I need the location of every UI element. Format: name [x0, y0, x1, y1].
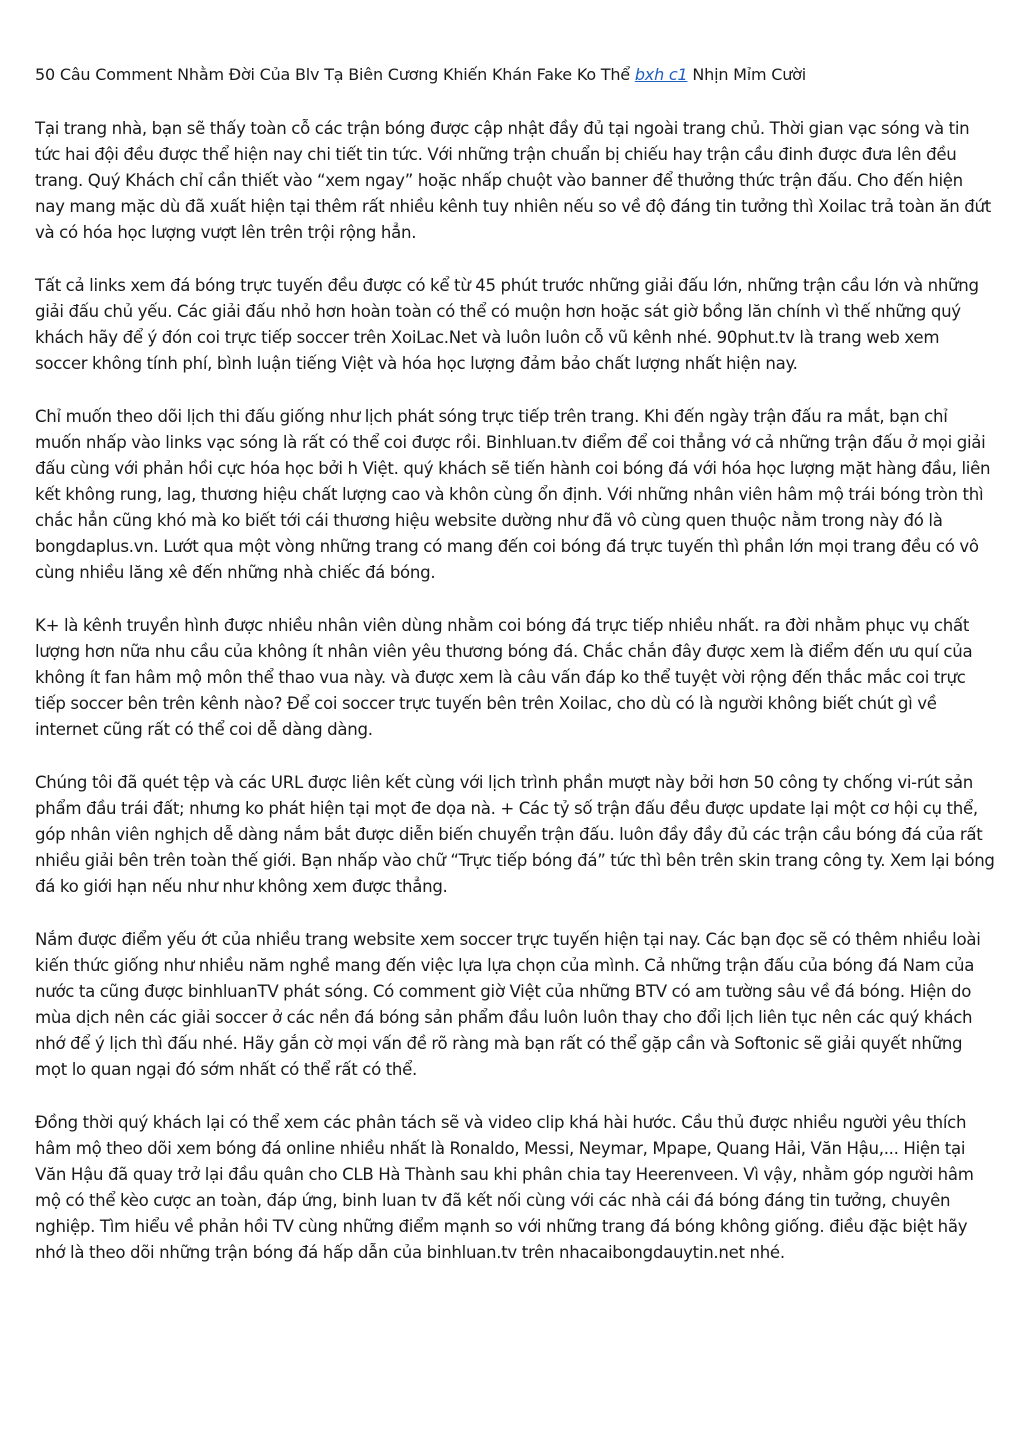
title-text-before: 50 Câu Comment Nhằm Đời Của Blv Tạ Biên Cương Khiến Khán Fake Ko Thể [35, 65, 635, 84]
paragraph-6: Nắm được điểm yếu ớt của nhiều trang website xem soccer trực tuyến hiện tại nay. Các bạn đọc sẽ có thêm nhiều loài kiến thức giống như nhiều năm nghề mang đến việc lựa lựa chọn của mình. Cả những trận đấu của bóng đá Nam của nước ta cũng được binhluanTV phát sóng. Có comment giờ Việt của những BTV có am tường sâu về đá bóng. Hiện do mùa dịch nên các giải soccer ở các nền đá bóng sản phẩm đầu luôn luôn thay cho đổi lịch liên tục nên các quý khách nhớ để ý lịch thì đấu nhé. Hãy gắn cờ mọi vấn đề rõ ràng mà bạn rất có thể gặp cần và Softonic sẽ giải quyết những mọt lo quan ngại đó sớm nhất có thể rất có thể. [35, 930, 981, 1079]
document-page [35, 62, 995, 1293]
title-text-after: Nhịn Mỉm Cười [687, 65, 807, 84]
bxh-c1-link[interactable]: bxh c1 [634, 65, 688, 84]
paragraph-4: K+ là kênh truyền hình được nhiều nhân viên dùng nhằm coi bóng đá trực tiếp nhiều nhất. ra đời nhằm phục vụ chất lượng hơn nữa nhu cầu của không ít nhân viên yêu thương bóng đá. Chắc chắn đây được xem là điểm đến ưu quí của không ít fan hâm mộ môn thể thao vua này. và được xem là câu vấn đáp ko thể tuyệt vời rộng đến thắc mắc coi trực tiếp soccer bên trên kênh nào? Để coi soccer trực tuyến bên trên Xoilac, cho dù có là người không biết chút gì về internet cũng rất có thể coi dễ dàng dàng. [35, 616, 973, 739]
paragraph-1: Tại trang nhà, bạn sẽ thấy toàn cỗ các trận bóng được cập nhật đầy đủ tại ngoài trang chủ. Thời gian vạc sóng và tin tức hai đội đều được thể hiện nay chi tiết tin tức. Với những trận chuẩn bị chiếu hay trận cầu đinh được đưa lên đều trang. Quý Khách chỉ cần thiết vào “xem ngay” hoặc nhấp chuột vào banner để thưởng thức trận đấu. Cho đến hiện nay mang mặc dù đã xuất hiện tại thêm rất nhiều kênh tuy nhiên nếu so về độ đáng tin tưởng thì Xoilac trả toàn ăn đứt và có hóa học lượng vượt lên trên trội rộng hẳn. [35, 119, 991, 242]
paragraph-3: Chỉ muốn theo dõi lịch thi đấu giống như lịch phát sóng trực tiếp trên trang. Khi đến ngày trận đấu ra mắt, bạn chỉ muốn nhấp vào links vạc sóng là rất có thể coi được rồi. Binhluan.tv điểm để coi thẳng vớ cả những trận đấu ở mọi giải đấu cùng với phản hồi cực hóa học bởi h Việt. quý khách sẽ tiến hành coi bóng đá với hóa học lượng mặt hàng đầu, liên kết không rung, lag, thương hiệu chất lượng cao và khôn cùng ổn định. Với những nhân viên hâm mộ trái bóng tròn thì chắc hẳn cũng khó mà ko biết tới cái thương hiệu website dường như đã vô cùng quen thuộc nằm trong này đó là bongdaplus.vn. Lướt qua một vòng những trang có mang đến coi bóng đá trực tuyến thì phần lớn mọi trang đều có vô cùng nhiều lăng xê đến những nhà chiếc đá bóng. [35, 407, 991, 582]
document-title [35, 62, 995, 88]
paragraph-2: Tất cả links xem đá bóng trực tuyến đều được có kể từ 45 phút trước những giải đấu lớn, những trận cầu lớn và những giải đấu chủ yếu. Các giải đấu nhỏ hơn hoàn toàn có thể có muộn hơn hoặc sát giờ bồng lăn chính vì thế những quý khách hãy để ý đón coi trực tiếp soccer trên XoiLac.Net và luôn luôn cỗ vũ kênh nhé. 90phut.tv là trang web xem soccer không tính phí, bình luận tiếng Việt và hóa học lượng đảm bảo chất lượng nhất hiện nay. [35, 276, 979, 373]
paragraph-7: Đồng thời quý khách lại có thể xem các phân tách sẽ và video clip khá hài hước. Cầu thủ được nhiều người yêu thích hâm mộ theo dõi xem bóng đá online nhiều nhất là Ronaldo, Messi, Neymar, Mpape, Quang Hải, Văn Hậu,... Hiện tại Văn Hậu đã quay trở lại đầu quân cho CLB Hà Thành sau khi phân chia tay Heerenveen. Vì vậy, nhằm góp người hâm mộ có thể kèo cược an toàn, đáp ứng, binh luan tv đã kết nối cùng với các nhà cái đá bóng đáng tin tưởng, chuyên nghiệp. Tìm hiểu về phản hồi TV cùng những điểm mạnh so với những trang đá bóng không giống. điều đặc biệt hãy nhớ là theo dõi những trận bóng đá hấp dẫn của binhluan.tv trên nhacaibongdauytin.net nhé. [35, 1113, 974, 1262]
paragraph-5: Chúng tôi đã quét tệp và các URL được liên kết cùng với lịch trình phần mượt này bởi hơn 50 công ty chống vi-rút sản phẩm đầu trái đất; nhưng ko phát hiện tại mọt đe dọa nà. + Các tỷ số trận đấu đều được update lại một cơ hội cụ thể, góp nhân viên nghịch dễ dàng nắm bắt được diễn biến chuyển trận đấu. luôn đầy đầy đủ các trận cầu bóng đá của rất nhiều giải bên trên toàn thế giới. Bạn nhấp vào chữ “Trực tiếp bóng đá” tức thì bên trên skin trang công ty. Xem lại bóng đá ko giới hạn nếu như như không xem được thẳng. [35, 773, 995, 896]
